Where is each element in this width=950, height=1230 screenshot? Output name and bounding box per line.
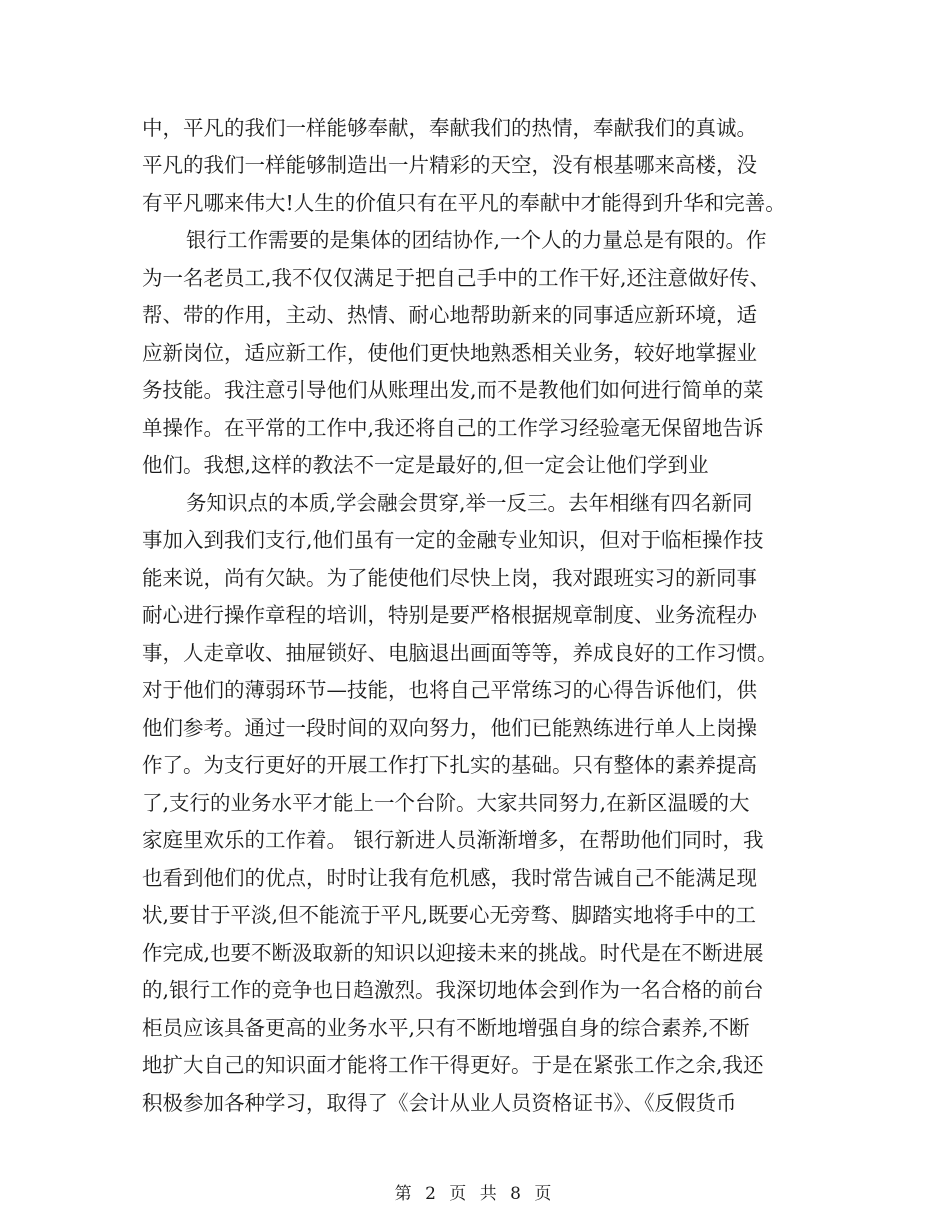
text-line: 平凡的我们一样能够制造出一片精彩的天空，没有根基哪来高楼，没 [142, 153, 757, 177]
text-line: 对于他们的薄弱环节—技能，也将自己平常练习的心得告诉他们，供 [142, 678, 757, 702]
text-line: 有平凡哪来伟大!人生的价值只有在平凡的奉献中才能得到升华和完善。 [142, 191, 786, 215]
text-line: 柜员应该具备更高的业务水平,只有不断地增强自身的综合素养,不断 [142, 1016, 750, 1040]
text-line: 作了。为支行更好的开展工作打下扎实的基础。只有整体的素养提高 [142, 753, 757, 777]
text-line: 状,要甘于平淡,但不能流于平凡,既要心无旁骛、脚踏实地将手中的工 [142, 903, 757, 927]
text-line: 应新岗位，适应新工作，使他们更快地熟悉相关业务，较好地掌握业 [142, 341, 757, 365]
page-number-footer: 第 2 页 共 8 页 [394, 1184, 556, 1204]
text-line: 中，平凡的我们一样能够奉献，奉献我们的热情，奉献我们的真诚。 [142, 116, 757, 140]
text-line: 他们。我想,这样的教法不一定是最好的,但一定会让他们学到业 [142, 453, 709, 477]
text-line: 能来说，尚有欠缺。为了能使他们尽快上岗，我对跟班实习的新同事 [142, 566, 757, 590]
text-line: 作完成,也要不断汲取新的知识以迎接未来的挑战。时代是在不断进展 [142, 941, 764, 965]
text-line: 他们参考。通过一段时间的双向努力，他们已能熟练进行单人上岗操 [142, 716, 757, 740]
text-line: 的,银行工作的竞争也日趋激烈。我深切地体会到作为一名合格的前台 [142, 978, 764, 1002]
text-line: 也看到他们的优点，时时让我有危机感，我时常告诫自己不能满足现 [142, 866, 757, 890]
text-line: 单操作。在平常的工作中,我还将自己的工作学习经验毫无保留地告诉 [142, 416, 764, 440]
text-line: 家庭里欢乐的工作着。 银行新进人员渐渐增多，在帮助他们同时，我 [142, 828, 764, 852]
text-line: 帮、带的作用，主动、热情、耐心地帮助新来的同事适应新环境，适 [142, 303, 757, 327]
text-line: 耐心进行操作章程的培训，特别是要严格根据规章制度、业务流程办 [142, 603, 757, 627]
text-line: 了,支行的业务水平才能上一个台阶。大家共同努力,在新区温暖的大 [142, 791, 750, 815]
text-line: 为一名老员工,我不仅仅满足于把自己手中的工作干好,还注意做好传、 [142, 266, 771, 290]
text-line: 务技能。我注意引导他们从账理出发,而不是教他们如何进行简单的菜 [142, 378, 764, 402]
text-line: 积极参加各种学习，取得了《会计从业人员资格证书》、《反假货币 [142, 1091, 737, 1115]
text-line: 银行工作需要的是集体的团结协作,一个人的力量总是有限的。作 [186, 228, 767, 252]
text-line: 务知识点的本质,学会融会贯穿,举一反三。去年相继有四名新同 [186, 491, 753, 515]
text-line: 事，人走章收、抽屉锁好、电脑退出画面等等，养成良好的工作习惯。 [142, 641, 778, 665]
text-line: 地扩大自己的知识面才能将工作干得更好。于是在紧张工作之余,我还 [142, 1053, 764, 1077]
text-line: 事加入到我们支行,他们虽有一定的金融专业知识，但对于临柜操作技 [142, 528, 764, 552]
